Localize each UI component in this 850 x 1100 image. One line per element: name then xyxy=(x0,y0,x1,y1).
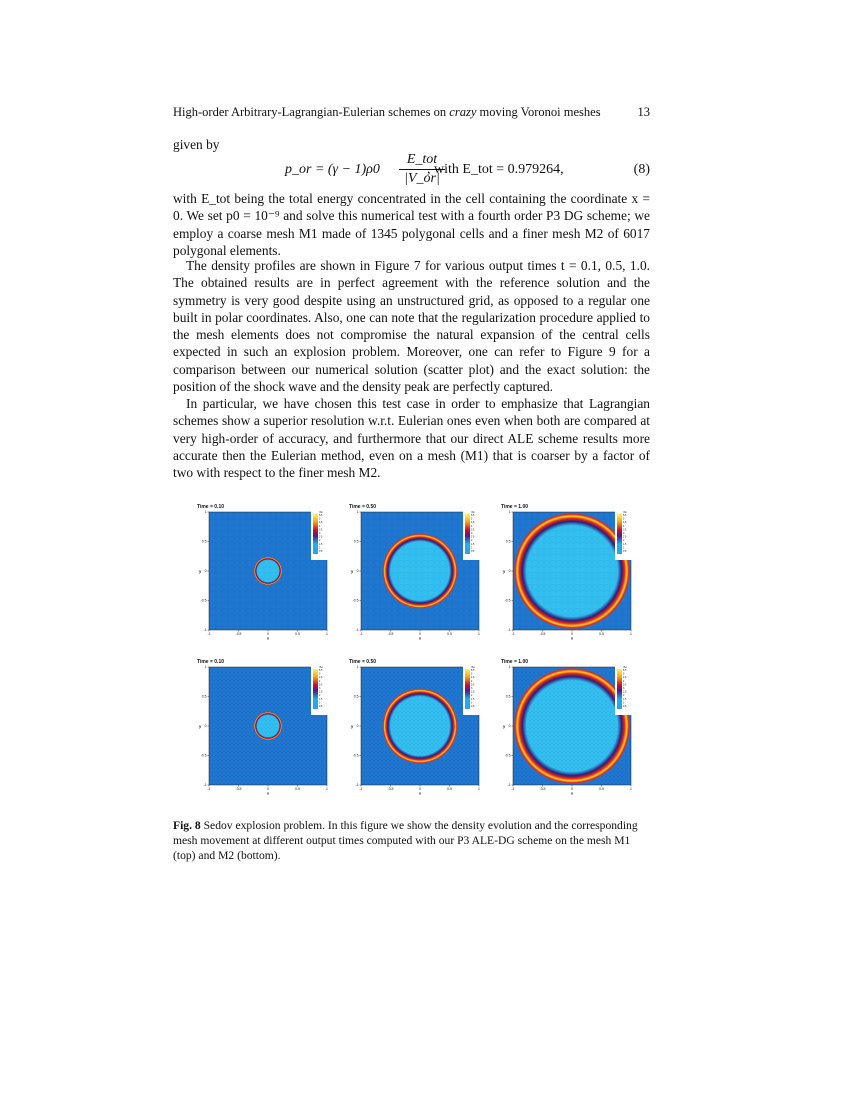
svg-text:1: 1 xyxy=(623,701,625,705)
svg-text:0: 0 xyxy=(204,569,207,574)
svg-text:3: 3 xyxy=(471,532,473,535)
svg-text:5.5: 5.5 xyxy=(623,514,627,517)
svg-text:1: 1 xyxy=(326,787,328,791)
svg-text:2.5: 2.5 xyxy=(319,690,323,694)
svg-text:-1: -1 xyxy=(359,787,363,791)
svg-text:0.5: 0.5 xyxy=(623,705,627,708)
svg-text:4: 4 xyxy=(623,679,625,683)
svg-text:1: 1 xyxy=(471,546,473,550)
svg-text:1: 1 xyxy=(204,510,207,515)
svg-text:0.5: 0.5 xyxy=(471,705,475,708)
svg-text:-1: -1 xyxy=(355,783,359,788)
svg-text:1.5: 1.5 xyxy=(471,697,475,701)
svg-text:rho: rho xyxy=(623,666,627,669)
svg-text:2: 2 xyxy=(623,539,625,543)
svg-text:1.5: 1.5 xyxy=(623,542,627,546)
svg-text:0.5: 0.5 xyxy=(623,550,627,553)
svg-text:y: y xyxy=(351,723,354,729)
figure-8 xyxy=(195,500,645,810)
svg-text:-0.5: -0.5 xyxy=(539,787,546,791)
svg-text:3: 3 xyxy=(471,687,473,690)
svg-text:0: 0 xyxy=(267,787,269,791)
svg-text:-1: -1 xyxy=(507,783,511,788)
svg-text:2: 2 xyxy=(319,539,321,543)
svg-text:1: 1 xyxy=(478,632,480,636)
svg-text:0.5: 0.5 xyxy=(201,539,207,544)
equation-lhs: p_or = (γ − 1)ρ0 xyxy=(285,162,380,177)
svg-text:4.5: 4.5 xyxy=(319,521,323,525)
svg-text:1: 1 xyxy=(356,510,359,515)
figure-caption xyxy=(173,818,650,863)
svg-text:3: 3 xyxy=(623,687,625,690)
svg-text:4: 4 xyxy=(471,679,473,683)
svg-text:1.5: 1.5 xyxy=(623,697,627,701)
svg-text:0.5: 0.5 xyxy=(353,539,359,544)
equation-number: (8) xyxy=(633,162,650,177)
svg-text:0.5: 0.5 xyxy=(201,694,207,699)
svg-text:x: x xyxy=(570,790,574,796)
running-title: High-order Arbitrary-Lagrangian-Eulerian schemes on crazy moving Voronoi meshes xyxy=(173,105,601,119)
svg-text:3: 3 xyxy=(319,532,321,535)
svg-text:1.5: 1.5 xyxy=(471,542,475,546)
svg-text:4: 4 xyxy=(319,524,321,528)
svg-text:0.5: 0.5 xyxy=(471,550,475,553)
equation-denominator: |V_or| xyxy=(404,171,440,186)
svg-text:1.5: 1.5 xyxy=(319,697,323,701)
svg-text:0.5: 0.5 xyxy=(295,787,300,791)
density-panel-m2-010 xyxy=(195,655,345,805)
svg-text:1: 1 xyxy=(319,701,321,705)
equation-rhs: , with E_tot = 0.979264, xyxy=(427,162,564,177)
svg-text:0.5: 0.5 xyxy=(295,632,300,636)
svg-text:2: 2 xyxy=(471,539,473,543)
svg-text:5.5: 5.5 xyxy=(319,514,323,517)
svg-text:y: y xyxy=(503,568,506,574)
svg-text:5.5: 5.5 xyxy=(623,669,627,672)
svg-text:-0.5: -0.5 xyxy=(504,753,511,758)
svg-text:0.5: 0.5 xyxy=(505,694,511,699)
svg-text:5.5: 5.5 xyxy=(471,514,475,517)
svg-text:3.5: 3.5 xyxy=(623,528,627,532)
svg-text:5.5: 5.5 xyxy=(471,669,475,672)
svg-text:5: 5 xyxy=(623,517,625,521)
svg-text:-0.5: -0.5 xyxy=(387,787,394,791)
paragraph-mesh-setup: with E_tot being the total energy concentrated in the cell containing the coordinate x = 0. We set p0 = 10⁻⁹ and solve this numerical test with a fourth order P3 DG scheme; we employ a coarse mesh M1 made of 1345 polygonal cells and a finer mesh M2 of 6017 polygonal elements. xyxy=(173,191,650,258)
svg-text:1: 1 xyxy=(326,632,328,636)
svg-text:1.5: 1.5 xyxy=(319,542,323,546)
panel-title: Time = 0.10 xyxy=(197,659,225,665)
svg-text:4.5: 4.5 xyxy=(471,676,475,680)
svg-text:4.5: 4.5 xyxy=(623,676,627,680)
svg-text:2: 2 xyxy=(471,694,473,698)
svg-text:-1: -1 xyxy=(207,632,211,636)
svg-text:0.5: 0.5 xyxy=(599,787,604,791)
svg-text:2.5: 2.5 xyxy=(623,535,627,539)
svg-text:0: 0 xyxy=(419,632,421,636)
svg-text:2.5: 2.5 xyxy=(471,690,475,694)
svg-text:1: 1 xyxy=(508,665,511,670)
svg-text:0: 0 xyxy=(267,632,269,636)
density-panel-m2-100 xyxy=(499,655,649,805)
svg-text:5: 5 xyxy=(319,517,321,521)
svg-text:-1: -1 xyxy=(207,787,211,791)
svg-text:1: 1 xyxy=(630,787,632,791)
density-panel-m1-100 xyxy=(499,500,649,650)
panel-title: Time = 0.50 xyxy=(349,659,377,665)
svg-text:-1: -1 xyxy=(511,632,515,636)
density-panel-m2-050 xyxy=(347,655,497,805)
svg-text:5: 5 xyxy=(471,517,473,521)
svg-text:5: 5 xyxy=(319,672,321,676)
svg-text:-1: -1 xyxy=(355,628,359,633)
svg-text:5.5: 5.5 xyxy=(319,669,323,672)
svg-text:0.5: 0.5 xyxy=(319,705,323,708)
panel-title: Time = 1.00 xyxy=(501,504,529,510)
svg-text:-0.5: -0.5 xyxy=(352,598,359,603)
svg-text:rho: rho xyxy=(623,511,627,514)
svg-text:0.5: 0.5 xyxy=(505,539,511,544)
running-header xyxy=(173,105,650,120)
svg-text:y: y xyxy=(503,723,506,729)
svg-text:y: y xyxy=(199,568,202,574)
svg-text:rho: rho xyxy=(471,666,475,669)
svg-text:1: 1 xyxy=(204,665,207,670)
svg-text:-0.5: -0.5 xyxy=(387,632,394,636)
svg-text:1: 1 xyxy=(630,632,632,636)
paragraph-density-profiles: The density profiles are shown in Figure 7 for various output times t = 0.1, 0.5, 1.0. The obtained results are in perfect agreement with the reference solution and the symmetry is very good despite using an unstructured grid, as opposed to a regular one built in polar coordinates. Also, one can note that the regularization procedure applied to the mesh elements does not compromise the natural expansion of the central cells expected in such an explosion problem. Moreover, one can refer to Figure 9 for a comparison between our numerical solution (scatter plot) and the exact solution: the position of the shock wave and the density peak are perfectly captured. xyxy=(173,258,650,395)
panel-title: Time = 0.50 xyxy=(349,504,377,510)
figure-label: Fig. 8 xyxy=(173,819,201,832)
svg-text:0: 0 xyxy=(508,724,511,729)
caption-text: Sedov explosion problem. In this figure we show the density evolution and the corresponding mesh movement at different output times computed with our P3 ALE-DG scheme on the mesh M1 (top) and M2 (bottom). xyxy=(173,819,638,862)
svg-text:-0.5: -0.5 xyxy=(504,598,511,603)
svg-text:y: y xyxy=(199,723,202,729)
svg-text:4.5: 4.5 xyxy=(319,676,323,680)
svg-text:-0.5: -0.5 xyxy=(539,632,546,636)
svg-text:y: y xyxy=(351,568,354,574)
svg-text:0.5: 0.5 xyxy=(447,787,452,791)
svg-text:0: 0 xyxy=(419,787,421,791)
svg-text:0: 0 xyxy=(356,569,359,574)
svg-text:4: 4 xyxy=(319,679,321,683)
svg-text:-0.5: -0.5 xyxy=(235,632,242,636)
svg-text:3.5: 3.5 xyxy=(319,528,323,532)
svg-text:-0.5: -0.5 xyxy=(200,598,207,603)
svg-text:2.5: 2.5 xyxy=(319,535,323,539)
svg-text:-0.5: -0.5 xyxy=(352,753,359,758)
svg-text:4.5: 4.5 xyxy=(623,521,627,525)
svg-text:x: x xyxy=(570,635,574,641)
svg-text:2.5: 2.5 xyxy=(623,690,627,694)
svg-text:3.5: 3.5 xyxy=(623,683,627,687)
panel-title: Time = 1.00 xyxy=(501,659,529,665)
svg-text:0: 0 xyxy=(571,787,573,791)
svg-text:2.5: 2.5 xyxy=(471,535,475,539)
svg-text:1: 1 xyxy=(356,665,359,670)
svg-text:0.5: 0.5 xyxy=(599,632,604,636)
svg-text:0.5: 0.5 xyxy=(353,694,359,699)
svg-text:1: 1 xyxy=(478,787,480,791)
svg-text:4.5: 4.5 xyxy=(471,521,475,525)
svg-text:x: x xyxy=(266,790,270,796)
svg-text:3.5: 3.5 xyxy=(471,683,475,687)
svg-text:2: 2 xyxy=(623,694,625,698)
svg-text:3.5: 3.5 xyxy=(319,683,323,687)
svg-text:x: x xyxy=(418,790,422,796)
density-panel-m1-050 xyxy=(347,500,497,650)
svg-text:4: 4 xyxy=(471,524,473,528)
svg-text:rho: rho xyxy=(319,666,323,669)
svg-text:x: x xyxy=(418,635,422,641)
svg-text:1: 1 xyxy=(319,546,321,550)
svg-text:rho: rho xyxy=(319,511,323,514)
equation-8 xyxy=(173,152,650,194)
svg-text:0: 0 xyxy=(204,724,207,729)
svg-text:4: 4 xyxy=(623,524,625,528)
svg-text:0: 0 xyxy=(356,724,359,729)
svg-text:1: 1 xyxy=(508,510,511,515)
svg-text:0: 0 xyxy=(508,569,511,574)
svg-text:-1: -1 xyxy=(203,783,207,788)
svg-text:1: 1 xyxy=(471,701,473,705)
svg-text:-1: -1 xyxy=(359,632,363,636)
svg-text:-1: -1 xyxy=(203,628,207,633)
svg-text:-0.5: -0.5 xyxy=(235,787,242,791)
page-number: 13 xyxy=(637,105,650,119)
svg-text:-1: -1 xyxy=(511,787,515,791)
svg-text:rho: rho xyxy=(471,511,475,514)
panel-title: Time = 0.10 xyxy=(197,504,225,510)
svg-text:2: 2 xyxy=(319,694,321,698)
svg-text:0.5: 0.5 xyxy=(447,632,452,636)
svg-text:1: 1 xyxy=(623,546,625,550)
svg-text:-0.5: -0.5 xyxy=(200,753,207,758)
given-by-text: given by xyxy=(173,137,220,152)
svg-text:5: 5 xyxy=(623,672,625,676)
svg-text:0: 0 xyxy=(571,632,573,636)
svg-text:3.5: 3.5 xyxy=(471,528,475,532)
svg-text:5: 5 xyxy=(471,672,473,676)
svg-text:3: 3 xyxy=(319,687,321,690)
svg-text:3: 3 xyxy=(623,532,625,535)
svg-text:x: x xyxy=(266,635,270,641)
svg-text:-1: -1 xyxy=(507,628,511,633)
svg-text:0.5: 0.5 xyxy=(319,550,323,553)
paragraph-lagrangian-comparison: In particular, we have chosen this test case in order to emphasize that Lagrangian schemes show a superior resolution w.r.t. Eulerian ones even when both are compared at very high-order of accuracy, and furthermore that our direct ALE scheme results more accurate then the Eulerian method, even on a mesh (M1) that is coarser by a factor of two with respect to the finer mesh M2. xyxy=(173,396,650,481)
density-panel-m1-010 xyxy=(195,500,345,650)
equation-numerator: E_tot xyxy=(399,152,445,170)
